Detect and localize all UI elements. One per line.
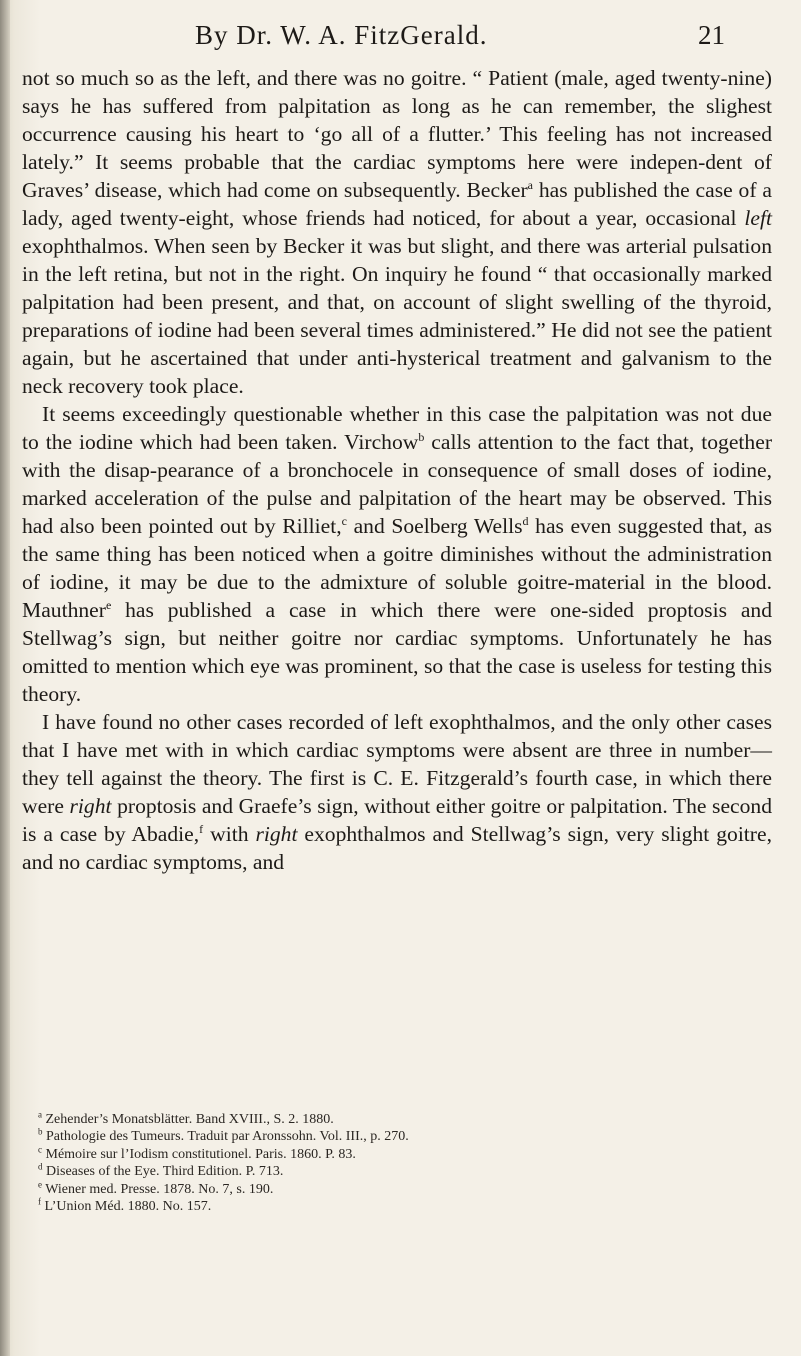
footnote-e	[38, 1178, 758, 1198]
text-run: has even suggested that, as the same thing has been noticed when a goitre diminishes without the administration of iodine, it may be due to the admixture of soluble goitre-material in the blood. Mauthner	[22, 514, 772, 622]
text-run: with	[203, 822, 256, 846]
footnote-reference: d	[522, 513, 529, 528]
italic-emphasis: right	[69, 794, 112, 818]
footnote-mark: b	[38, 1126, 43, 1137]
text-run: not so much so as the left, and there was no goitre. “ Patient (male, aged twenty-nine) says he has suffered from palpitation as long as he can remember, the slighest occurrence causing his heart to ‘go all of a flutter.’ This feeling has not increased lately.” It seems probable that the cardiac symptoms here were indepen-dent of Graves’ disease, which had come on subsequently. Becker	[22, 66, 772, 202]
paragraph-2	[22, 400, 772, 708]
footnote-reference: f	[199, 821, 204, 836]
paragraph-3	[22, 708, 772, 876]
text-run: proptosis and Graefe’s sign, without either goitre or palpitation. The second is a case by Abadie,	[22, 794, 772, 846]
footnote-text: Pathologie des Tumeurs. Traduit par Aronssohn. Vol. III., p. 270.	[46, 1129, 409, 1145]
text-run: and Soelberg Wells	[346, 514, 523, 538]
footnote-reference: b	[418, 429, 425, 444]
footnote-mark: f	[38, 1196, 41, 1207]
running-title: By Dr. W. A. FitzGerald.	[195, 20, 488, 50]
footnote-mark: e	[38, 1178, 42, 1189]
footnote-reference: e	[105, 597, 112, 612]
footnotes	[38, 1111, 758, 1215]
footnote-text: Zehender’s Monatsblätter. Band XVIII., S. 2. 1880.	[45, 1112, 334, 1127]
text-run: exophthalmos. When seen by Becker it was but slight, and there was arterial pulsation in the left retina, but not in the right. On inquiry he found “ that occasionally marked palpitation had been present, and that, on account of slight swelling of the thyroid, preparations of iodine had been several times administered.” He did not see the patient again, but he ascertained that under anti-hysterical treatment and galvanism to the neck recovery took place.	[22, 234, 772, 398]
running-header	[195, 20, 725, 56]
text-run: calls attention to the fact that, together with the disap-pearance of a bronchocele in consequence of small doses of iodine, marked acceleration of the pulse and palpitation of the heart may be observed. This had also been pointed out by Rilliet,	[22, 430, 773, 538]
footnote-d	[38, 1163, 758, 1180]
text-run: It seems exceedingly questionable whether in this case the palpitation was not due to the iodine which had been taken. Virchow	[22, 402, 772, 454]
footnote-a	[38, 1111, 758, 1128]
italic-emphasis: right	[255, 822, 298, 846]
text-run: has published a case in which there were one-sided proptosis and Stellwag’s sign, but neither goitre nor cardiac symptoms. Unfortunately he has omitted to mention which eye was prominent, so that the case is useless for testing this theory.	[22, 598, 772, 706]
footnote-text: Wiener med. Presse. 1878. No. 7, s. 190.	[45, 1181, 274, 1197]
footnote-mark: a	[38, 1109, 42, 1120]
text-run: exophthalmos and Stellwag’s sign, very slight goitre, and no cardiac symptoms, and	[22, 822, 772, 874]
footnote-mark: d	[38, 1161, 43, 1172]
footnote-c	[38, 1146, 758, 1163]
text-run: I have found no other cases recorded of left exophthalmos, and the only other cases that I have met with in which cardiac symptoms were absent are three in number—they tell against the theory. The first is C. E. Fitzgerald’s fourth case, in which there were	[22, 710, 772, 818]
footnote-text: Mémoire sur l’Iodism constitutionel. Paris. 1860. P. 83.	[45, 1146, 356, 1162]
page-number: 21	[698, 20, 725, 50]
footnote-reference: c	[341, 513, 347, 528]
footnote-text: Diseases of the Eye. Third Edition. P. 713.	[46, 1164, 284, 1180]
body-text	[22, 64, 772, 876]
footnote-mark: c	[38, 1144, 42, 1155]
footnote-reference: a	[527, 177, 533, 192]
footnote-f	[38, 1198, 758, 1215]
page-binding-edge	[0, 0, 10, 1356]
footnote-text: L’Union Méd. 1880. No. 157.	[44, 1199, 212, 1215]
italic-emphasis: left	[744, 206, 772, 230]
text-run: has published the case of a lady, aged twenty-eight, whose friends had noticed, for about a year, occasional	[22, 178, 772, 230]
paragraph-1	[22, 64, 772, 400]
footnote-b	[38, 1128, 758, 1145]
